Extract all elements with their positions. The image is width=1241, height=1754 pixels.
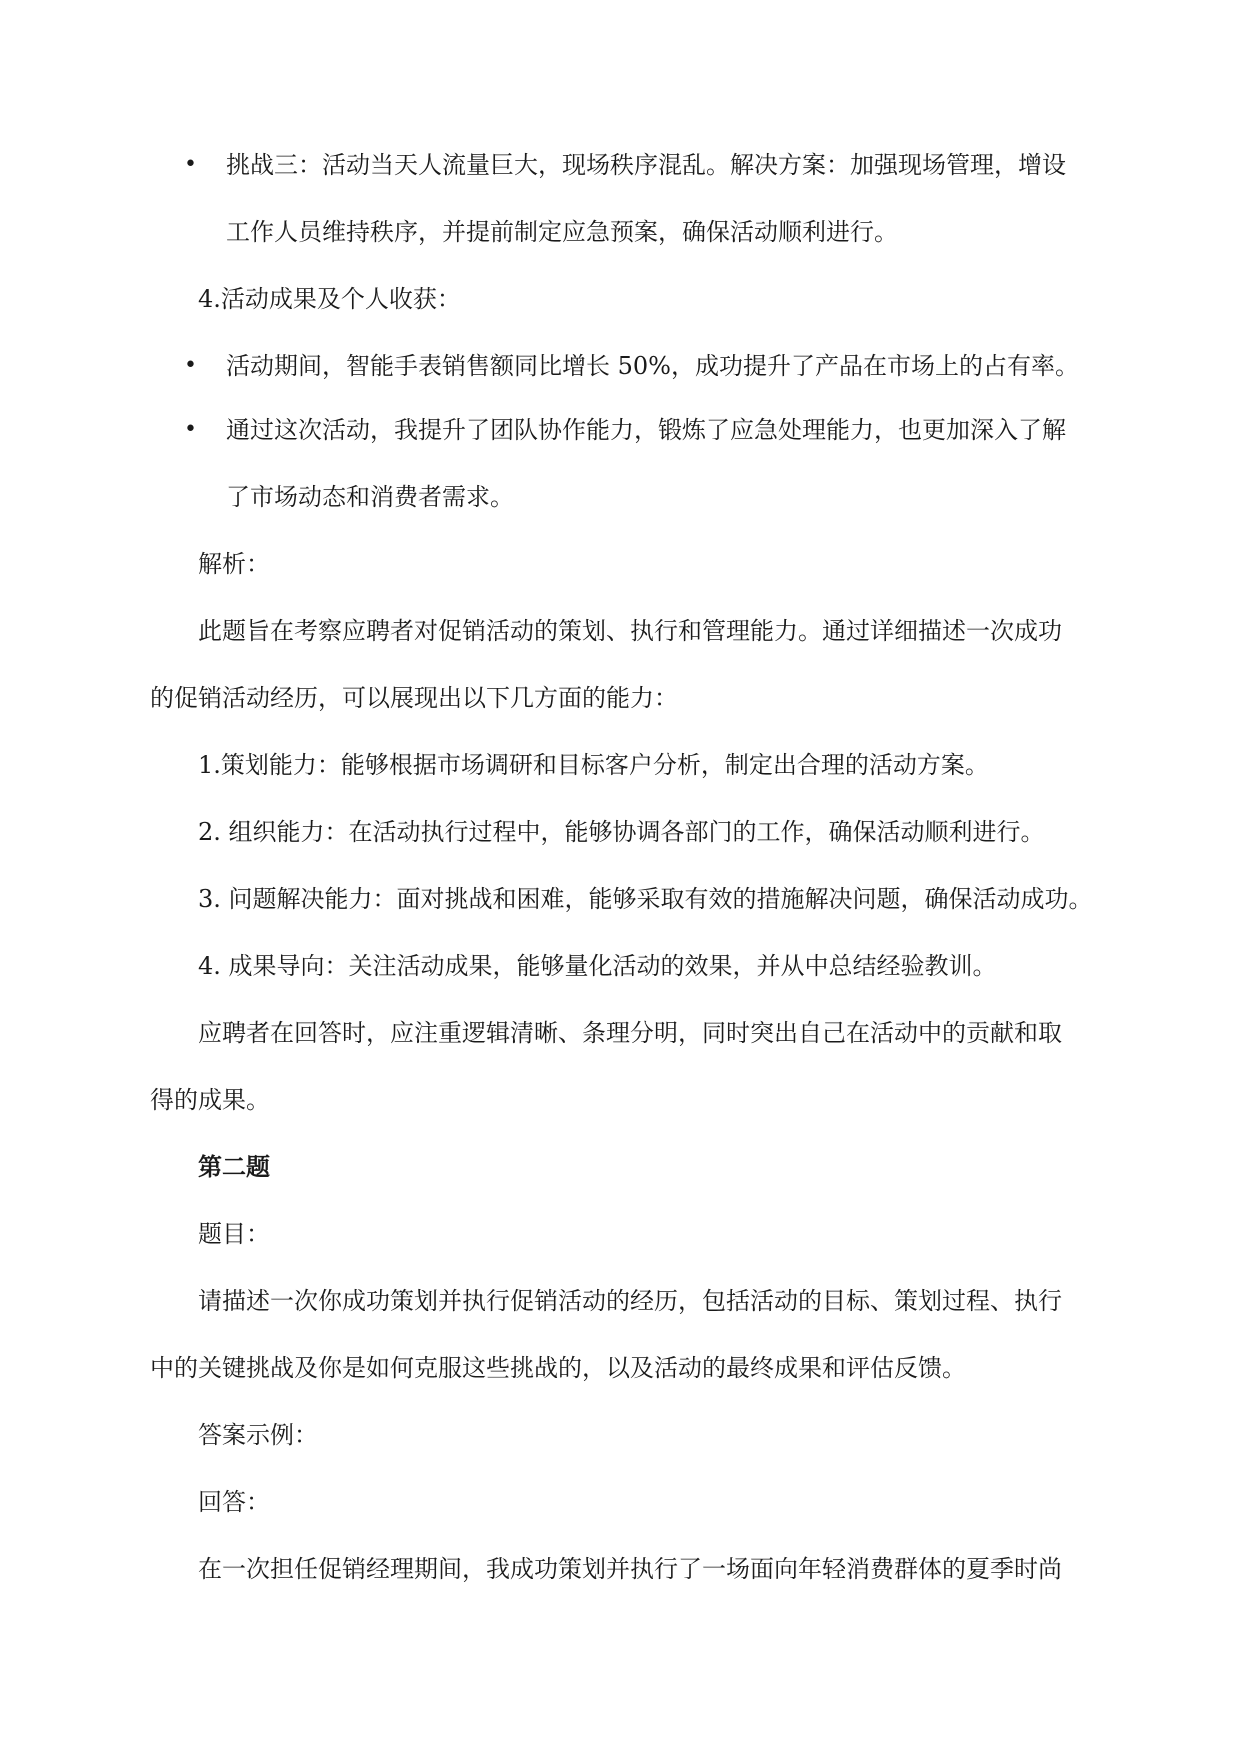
advice-para-line-1: 应聘者在回答时，应注重逻辑清晰、条理分明，同时突出自己在活动中的贡献和取 [198, 1019, 1062, 1047]
bullet-dot: • [184, 353, 197, 378]
ability-1: 1.策划能力：能够根据市场调研和目标客户分析，制定出合理的活动方案。 [198, 751, 989, 779]
result-bullet-2-line-2: 了市场动态和消费者需求。 [226, 483, 514, 511]
analysis-label: 解析： [198, 550, 270, 578]
q2-label: 题目： [198, 1220, 270, 1248]
analysis-para-line-1: 此题旨在考察应聘者对促销活动的策划、执行和管理能力。通过详细描述一次成功 [198, 617, 1062, 645]
q2-para-line-1: 请描述一次你成功策划并执行促销活动的经历，包括活动的目标、策划过程、执行 [198, 1287, 1062, 1315]
challenge-three-line-2: 工作人员维持秩序，并提前制定应急预案，确保活动顺利进行。 [226, 218, 898, 246]
result-bullet-2-line-1: 通过这次活动，我提升了团队协作能力，锻炼了应急处理能力，也更加深入了解 [226, 416, 1066, 444]
result-bullet-1: 活动期间，智能手表销售额同比增长 50%，成功提升了产品在市场上的占有率。 [226, 352, 1079, 380]
ability-4: 4. 成果导向：关注活动成果，能够量化活动的效果，并从中总结经验教训。 [198, 952, 997, 980]
reply-label: 回答： [198, 1488, 270, 1516]
challenge-three-line-1: 挑战三：活动当天人流量巨大，现场秩序混乱。解决方案：加强现场管理，增设 [226, 151, 1066, 179]
q2-para-line-2: 中的关键挑战及你是如何克服这些挑战的，以及活动的最终成果和评估反馈。 [150, 1354, 966, 1382]
ability-2: 2. 组织能力：在活动执行过程中，能够协调各部门的工作，确保活动顺利进行。 [198, 818, 1045, 846]
advice-para-line-2: 得的成果。 [150, 1086, 270, 1114]
bullet-dot: • [184, 417, 197, 442]
section4-heading: 4.活动成果及个人收获： [198, 285, 461, 313]
answer-example-label: 答案示例： [198, 1421, 318, 1449]
q2-heading: 第二题 [198, 1153, 270, 1181]
reply-para-line-1: 在一次担任促销经理期间，我成功策划并执行了一场面向年轻消费群体的夏季时尚 [198, 1555, 1062, 1583]
ability-3: 3. 问题解决能力：面对挑战和困难，能够采取有效的措施解决问题，确保活动成功。 [198, 885, 1093, 913]
bullet-dot: • [184, 152, 197, 177]
analysis-para-line-2: 的促销活动经历，可以展现出以下几方面的能力： [150, 684, 678, 712]
